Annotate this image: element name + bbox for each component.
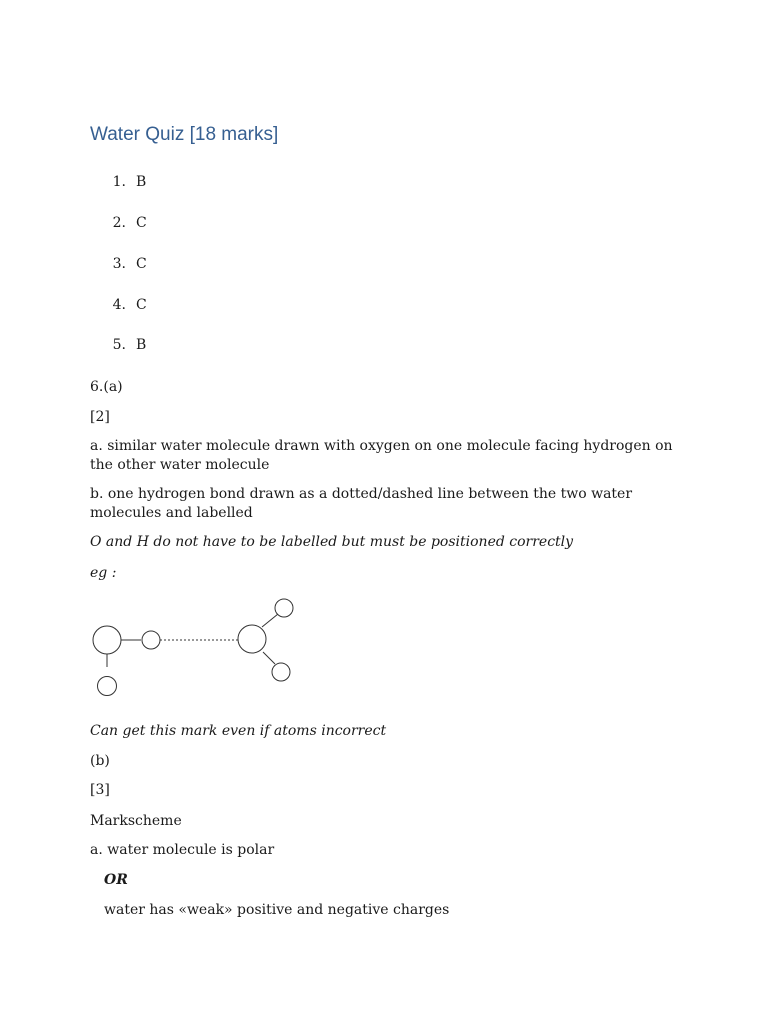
answer-number: 4.: [112, 297, 126, 313]
quiz-title: Water Quiz [18 marks]: [90, 124, 279, 145]
question-6b-heading: (b): [90, 753, 110, 769]
hydrogen-bond-diagram: [88, 594, 308, 706]
markscheme-point-polar: a. water molecule is polar: [90, 842, 275, 858]
note-positioned: O and H do not have to be labelled but must be positioned correctly: [90, 534, 574, 550]
answer-value: C: [136, 297, 147, 313]
or-label: OR: [104, 872, 128, 888]
answer-value: C: [136, 215, 147, 231]
covalent-bond: [262, 614, 278, 627]
answer-number: 1.: [112, 174, 126, 190]
hydrogen-atom: [275, 599, 293, 617]
answer-value: B: [136, 337, 147, 353]
answer-value: C: [136, 256, 147, 272]
answer-number: 5.: [112, 337, 126, 353]
hydrogen-atom: [272, 663, 290, 681]
markscheme-point-b: b. one hydrogen bond drawn as a dotted/dashed line between the two water molecules and labelled: [90, 486, 633, 521]
markscheme-point-a: a. similar water molecule drawn with oxygen on one molecule facing hydrogen on the other water molecule: [90, 438, 673, 473]
answer-value: B: [136, 174, 147, 190]
markscheme-point-charges: water has «weak» positive and negative charges: [104, 902, 450, 918]
question-6b-marks: [3]: [90, 782, 110, 798]
note-atoms: Can get this mark even if atoms incorrect: [90, 723, 387, 739]
question-6a-heading: 6.(a): [90, 379, 123, 395]
hydrogen-atom: [98, 677, 117, 696]
oxygen-atom: [238, 625, 266, 653]
markscheme-heading: Markscheme: [90, 813, 182, 829]
question-6a-marks: [2]: [90, 409, 110, 425]
hydrogen-atom: [142, 631, 160, 649]
answer-number: 2.: [112, 215, 126, 231]
oxygen-atom: [93, 626, 121, 654]
answer-number: 3.: [112, 256, 126, 272]
example-label: eg :: [90, 565, 117, 581]
covalent-bond: [263, 652, 275, 664]
